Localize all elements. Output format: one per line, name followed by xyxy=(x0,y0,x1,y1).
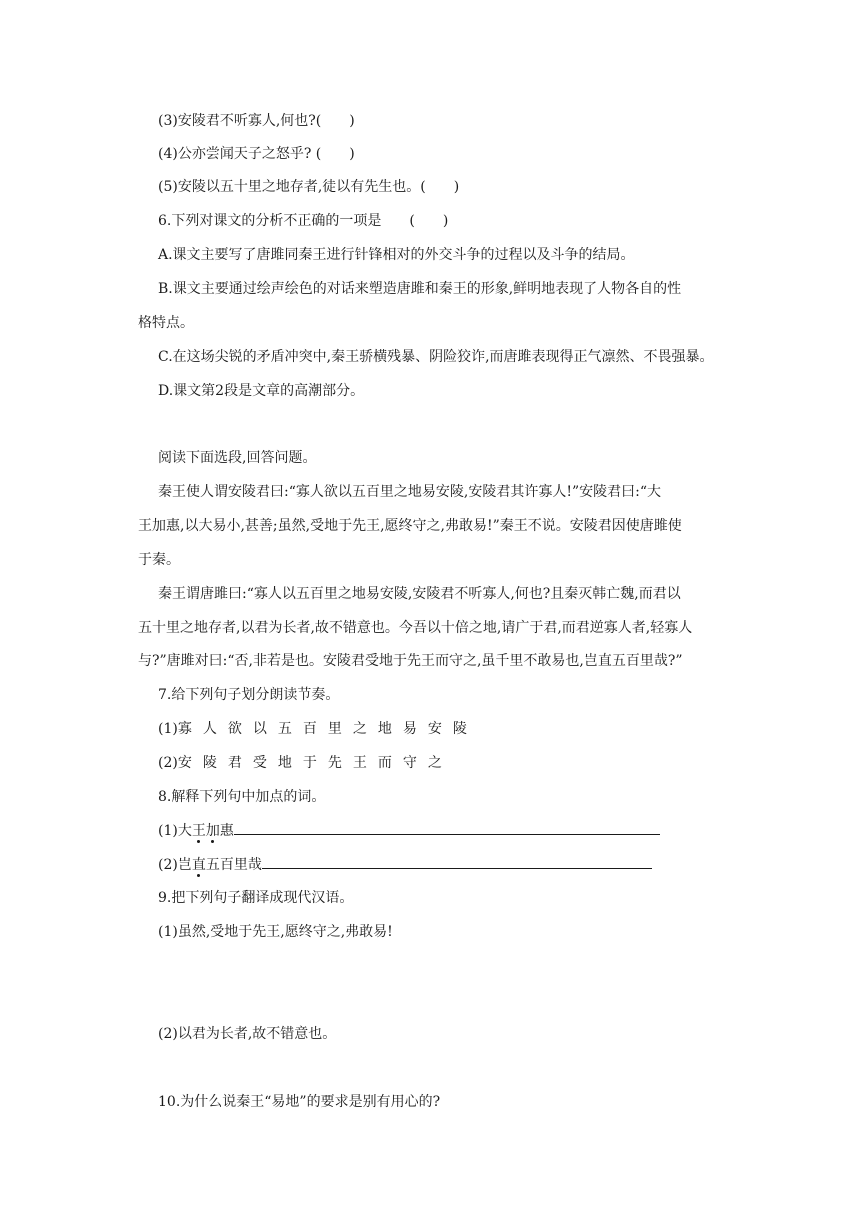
q6-option-b-line1: B.课文主要通过绘声绘色的对话来塑造唐雎和秦王的形象,鲜明地表现了人物各自的性 xyxy=(158,281,682,297)
q7-sentence-1-number: (1) xyxy=(158,721,178,737)
q9-item-2: (2)以君为长者,故不错意也。 xyxy=(158,1026,337,1042)
q8-item-2-dotted-word: 直 xyxy=(191,857,206,873)
q5-item-3: (3)安陵君不听寡人,何也?( ) xyxy=(158,113,355,129)
q7-sentence-2 xyxy=(158,753,453,773)
q8-answer-line-2[interactable] xyxy=(262,854,652,869)
q6-option-c: C.在这场尖锐的矛盾冲突中,秦王骄横残暴、阴险狡诈,而唐雎表现得正气凛然、不畏强暴。 xyxy=(158,349,714,365)
q7-sentence-2-text[interactable]: 安陵君受地于先王而守之 xyxy=(177,755,453,771)
q6-stem: 6.下列对课文的分析不正确的一项是 ( ) xyxy=(158,213,449,229)
q8-stem: 8.解释下列句中加点的词。 xyxy=(158,789,326,805)
passage-p2-line3: 与?”唐雎对曰:“否,非若是也。安陵君受地于先王而守之,虽千里不敢易也,岂直五百里哉?” xyxy=(138,653,683,669)
q10-stem: 10.为什么说秦王“易地”的要求是别有用心的? xyxy=(158,1094,441,1110)
q5-item-5: (5)安陵以五十里之地存者,徒以有先生也。( ) xyxy=(158,179,460,195)
q8-answer-line-1[interactable] xyxy=(234,820,660,835)
passage-p1-line1: 秦王使人谓安陵君曰:“寡人欲以五百里之地易安陵,安陵君其许寡人!”安陵君曰:“大 xyxy=(158,484,661,500)
passage-p1-line2: 王加惠,以大易小,甚善;虽然,受地于先王,愿终守之,弗敢易!”秦王不说。安陵君因使唐雎使 xyxy=(138,518,682,534)
passage-intro: 阅读下面选段,回答问题。 xyxy=(158,450,317,466)
q6-option-d: D.课文第2段是文章的高潮部分。 xyxy=(158,383,365,399)
q7-sentence-1 xyxy=(158,719,478,739)
q8-item-1 xyxy=(158,820,660,841)
q8-item-1-dotted-word-2: 加 xyxy=(205,823,220,839)
q5-item-4: (4)公亦尝闻天子之怒乎? ( ) xyxy=(158,146,355,162)
passage-p2-line1: 秦王谓唐雎曰:“寡人以五百里之地易安陵,安陵君不听寡人,何也?且秦灭韩亡魏,而君以 xyxy=(158,586,681,602)
q7-sentence-1-text[interactable]: 寡人欲以五百里之地易安陵 xyxy=(177,721,478,737)
q9-stem: 9.把下列句子翻译成现代汉语。 xyxy=(158,890,354,906)
q7-stem: 7.给下列句子划分朗读节奏。 xyxy=(158,687,340,703)
q8-item-2-suffix: 五百里哉 xyxy=(205,857,262,873)
q8-item-1-dotted-word-1: 王 xyxy=(191,823,206,839)
q8-item-1-suffix: 惠 xyxy=(219,823,234,839)
q6-option-a: A.课文主要写了唐雎同秦王进行针锋相对的外交斗争的过程以及斗争的结局。 xyxy=(158,247,635,263)
q6-option-b-line2: 格特点。 xyxy=(138,315,194,331)
q8-item-2-prefix: (2)岂 xyxy=(158,857,192,873)
passage-p2-line2: 五十里之地存者,以君为长者,故不错意也。今吾以十倍之地,请广于君,而君逆寡人者,轻寡人 xyxy=(138,620,693,636)
q8-item-1-prefix: (1)大 xyxy=(158,823,192,839)
passage-p1-line3: 于秦。 xyxy=(138,552,180,568)
q9-item-1: (1)虽然,受地于先王,愿终守之,弗敢易! xyxy=(158,924,393,940)
q8-item-2 xyxy=(158,854,652,875)
q7-sentence-2-number: (2) xyxy=(158,755,178,771)
